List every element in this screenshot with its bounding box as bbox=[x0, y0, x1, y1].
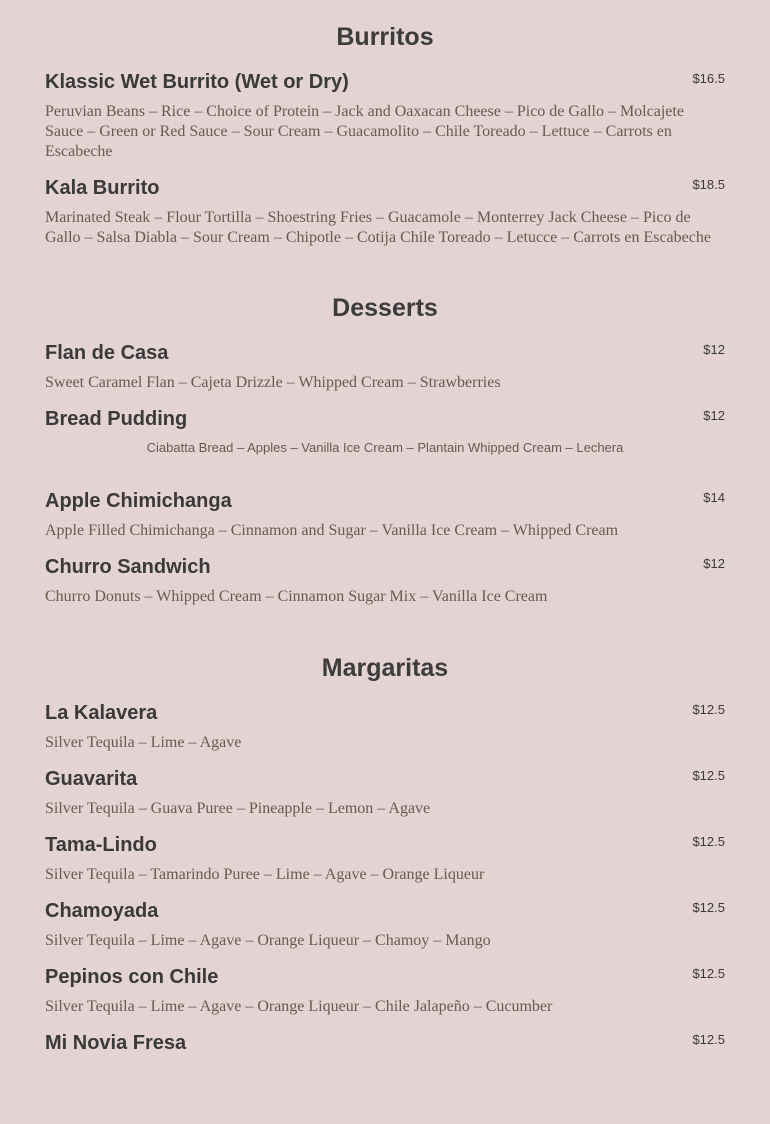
menu-item bbox=[45, 489, 725, 541]
item-price: $12.5 bbox=[692, 966, 725, 981]
section-margaritas bbox=[45, 607, 725, 1055]
item-description: Churro Donuts – Whipped Cream – Cinnamon Sugar Mix – Vanilla Ice Cream bbox=[45, 588, 548, 605]
menu-item bbox=[45, 767, 725, 819]
menu-item bbox=[45, 833, 725, 885]
menu-item bbox=[45, 555, 725, 607]
item-price: $16.5 bbox=[692, 71, 725, 86]
item-name: Klassic Wet Burrito (Wet or Dry) bbox=[45, 71, 349, 93]
menu-item bbox=[45, 407, 725, 456]
item-description: Peruvian Beans – Rice – Choice of Protein – Jack and Oaxacan Cheese – Pico de Gallo – Molcajete Sauce – Green or Red Sauce – Sour Cream – Guacamolito – Chile Toreado – Lettuce – Carrots en Escabeche bbox=[45, 103, 684, 160]
item-name: Bread Pudding bbox=[45, 408, 188, 430]
menu-item bbox=[45, 341, 725, 393]
item-name: Tama-Lindo bbox=[45, 834, 157, 856]
item-description: Ciabatta Bread – Apples – Vanilla Ice Cream – Plantain Whipped Cream – Lechera bbox=[146, 440, 624, 455]
item-description: Silver Tequila – Guava Puree – Pineapple – Lemon – Agave bbox=[45, 800, 431, 817]
item-name: La Kalavera bbox=[45, 702, 158, 724]
item-description: Silver Tequila – Lime – Agave bbox=[45, 734, 242, 751]
item-description: Silver Tequila – Lime – Agave – Orange Liqueur – Chamoy – Mango bbox=[45, 932, 491, 949]
menu-item bbox=[45, 70, 725, 162]
section-title: Burritos bbox=[336, 23, 434, 51]
item-name: Guavarita bbox=[45, 768, 138, 790]
menu-item bbox=[45, 899, 725, 951]
item-price: $12 bbox=[703, 556, 725, 571]
item-description: Sweet Caramel Flan – Cajeta Drizzle – Whipped Cream – Strawberries bbox=[45, 374, 501, 391]
item-name: Flan de Casa bbox=[45, 342, 169, 364]
section-burritos bbox=[45, 0, 725, 248]
item-price: $12.5 bbox=[692, 1032, 725, 1047]
item-price: $12.5 bbox=[692, 702, 725, 717]
item-price: $12.5 bbox=[692, 900, 725, 915]
item-description: Apple Filled Chimichanga – Cinnamon and Sugar – Vanilla Ice Cream – Whipped Cream bbox=[45, 522, 619, 539]
section-desserts bbox=[45, 248, 725, 607]
item-name: Churro Sandwich bbox=[45, 556, 211, 578]
menu-item bbox=[45, 176, 725, 248]
item-price: $12 bbox=[703, 408, 725, 423]
section-title: Margaritas bbox=[321, 654, 449, 682]
item-price: $12.5 bbox=[692, 834, 725, 849]
menu-item bbox=[45, 1031, 725, 1055]
item-name: Apple Chimichanga bbox=[45, 490, 232, 512]
menu-item bbox=[45, 701, 725, 753]
item-price: $18.5 bbox=[692, 177, 725, 192]
item-name: Mi Novia Fresa bbox=[45, 1032, 187, 1054]
section-title: Desserts bbox=[332, 294, 438, 322]
item-description: Silver Tequila – Lime – Agave – Orange Liqueur – Chile Jalapeño – Cucumber bbox=[45, 998, 553, 1015]
menu-item bbox=[45, 965, 725, 1017]
item-price: $12 bbox=[703, 342, 725, 357]
item-description: Silver Tequila – Tamarindo Puree – Lime – Agave – Orange Liqueur bbox=[45, 866, 485, 883]
item-name: Chamoyada bbox=[45, 900, 159, 922]
item-description: Marinated Steak – Flour Tortilla – Shoestring Fries – Guacamole – Monterrey Jack Cheese – Pico de Gallo – Salsa Diabla – Sour Cream – Chipotle – Cotija Chile Toreado – Letucce – Carrots en Escabeche bbox=[45, 209, 711, 246]
item-name: Kala Burrito bbox=[45, 177, 160, 199]
item-name: Pepinos con Chile bbox=[45, 966, 219, 988]
item-price: $14 bbox=[703, 490, 725, 505]
item-price: $12.5 bbox=[692, 768, 725, 783]
